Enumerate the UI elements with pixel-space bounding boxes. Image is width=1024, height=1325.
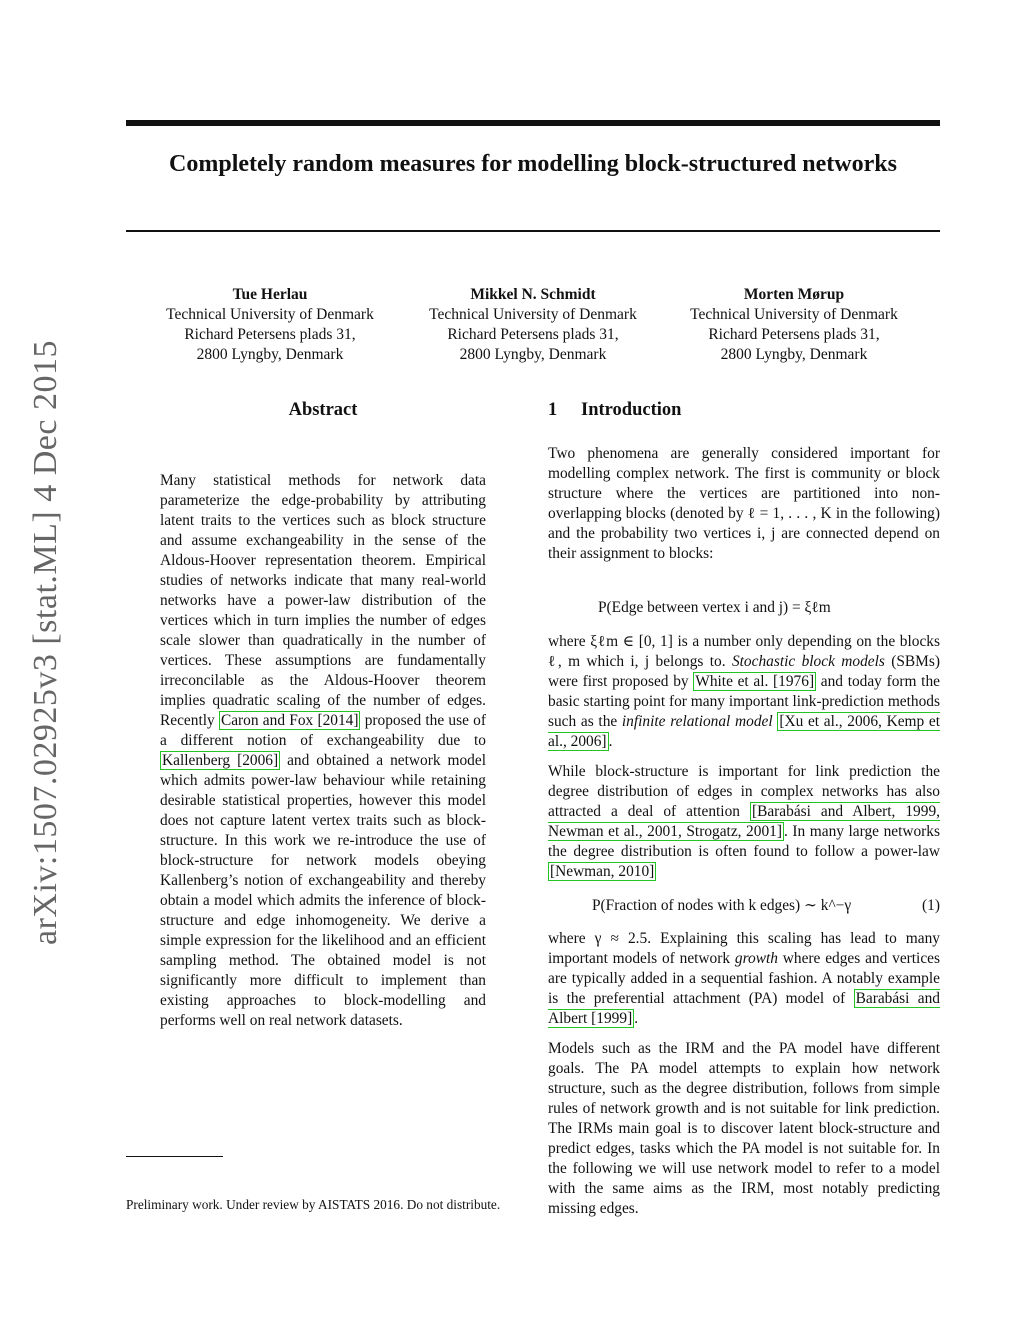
equation-power-law: P(Fraction of nodes with k edges) ∼ k^−γ [592,897,852,914]
author-city: 2800 Lyngby, Denmark [196,346,344,363]
abstract-text [160,471,486,1031]
citation-link[interactable]: Kallenberg [2006] [162,752,279,769]
citation-link[interactable]: White et al. [1976] [695,673,815,690]
citation-link[interactable]: [Xu et al., 2006, Kemp et al., 2006] [548,713,940,750]
citation-link[interactable]: Caron and Fox [2014] [220,712,359,729]
arxiv-identifier: arXiv:1507.02925v3 [stat.ML] 4 Dec 2015 [27,340,64,945]
text-run: where edges and vertices are typically added in a sequential fashion. A notably example is the preferential attachment (PA) model of [548,950,940,1007]
author-block-3 [659,285,929,365]
citation-link[interactable]: Barabási and Albert [1999] [548,990,940,1027]
intro-paragraph-1: Two phenomena are generally considered important for modelling complex network. The first is community or block structure where the vertices are partitioned into non-overlapping blocks (denoted by ℓ = 1, . . . , K in the following) and the probability two vertices i, j are connected depend on their assignment to blocks: [548,445,940,562]
paper-title: Completely random measures for modelling block-structured networks [169,151,897,177]
author-city: 2800 Lyngby, Denmark [459,346,607,363]
text-run: where γ ≈ 2.5. Explaining this scaling has lead to many important models of network [548,930,940,967]
abstract-heading: Abstract [288,400,358,420]
footnote-rule [126,1156,223,1157]
author-address: Richard Petersens plads 31, [708,326,880,343]
abstract-text-part: Many statistical methods for network data parameterize the edge-probability by attributing latent traits to the vertices such as block structure and assume exchangeability in the sense of the Aldous-Hoover representation theorem. Empirical studies of networks indicate that many real-world networks have a power-law distribution of the vertices which in turn implies the number of edges scale slower than quadratically in the number of vertices. These assumptions are fundamentally irreconcilable as the Aldous-Hoover theorem implies quadratic scaling of the number of edges. Recently [160,472,486,729]
title-top-rule [126,120,940,126]
abstract-text-part: and obtained a network model which admits power-law behaviour while retaining desirable statistical properties, however this model does not capture latent vertex traits such as block-structure. In this work we re-introduce the use of block-structure for network models obeying Kallenberg’s notion of exchangeability and thereby obtain a model which admits the inference of block-structure and edge inhomogeneity. We derive a simple expression for the likelihood and an efficient sampling method. The obtained model is not significantly more difficult to implement than existing approaches to block-modelling and performs well on real network datasets. [160,752,486,1029]
equation-edge-probability: P(Edge between vertex i and j) = ξℓm [598,599,831,616]
intro-paragraph-4 [548,929,940,1029]
author-affiliation: Technical University of Denmark [429,306,637,323]
author-affiliation: Technical University of Denmark [690,306,898,323]
abstract-text-part: proposed the use of a different notion of exchangeability due to [160,712,486,749]
emphasis: infinite relational model [621,713,773,730]
footnote: Preliminary work. Under review by AISTATS 2016. Do not distribute. [126,1197,501,1212]
author-affiliation: Technical University of Denmark [166,306,374,323]
author-block-2 [398,285,668,365]
text-run: . [608,733,613,750]
intro-paragraph-5: Models such as the IRM and the PA model have different goals. The PA model attempts to explain how network structure, such as the degree distribution, follows from simple rules of network growth and is not suitable for link prediction. The IRMs main goal is to discover latent block-structure and predict edges, tasks which the PA model is not suitable for. In the following we will use network model to refer to a model with the same aims as the IRM, most notably predicting missing edges. [548,1040,940,1217]
intro-paragraph-3 [548,762,940,882]
author-name: Mikkel N. Schmidt [470,286,596,303]
section-heading [548,400,681,421]
emphasis: growth [734,950,778,967]
citation-link[interactable]: [Newman, 2010] [550,863,655,880]
text-run: and today form the basic starting point for many important link-prediction methods such as the [548,673,940,730]
section-number: 1 [548,400,558,420]
author-block-1 [135,285,405,365]
text-run: where ξℓm ∈ [0, 1] is a number only depending on the blocks ℓ, m which i, j belongs to. [548,633,940,670]
text-run: (SBMs) were first proposed by [548,653,940,690]
author-address: Richard Petersens plads 31, [447,326,619,343]
emphasis: Stochastic block models [731,653,885,670]
author-name: Morten Mørup [743,286,845,303]
author-address: Richard Petersens plads 31, [184,326,356,343]
text-run: . In many large networks the degree distribution is often found to follow a power-law [548,823,940,860]
author-name: Tue Herlau [232,286,308,303]
text-run: While block-structure is important for link prediction the degree distribution of edges in complex networks has also attracted a deal of attention [548,763,940,820]
citation-link[interactable]: [Barabási and Albert, 1999, Newman et al., 2001, Strogatz, 2001] [548,803,940,840]
intro-paragraph-2 [548,632,940,752]
author-city: 2800 Lyngby, Denmark [720,346,868,363]
equation-number: (1) [922,897,940,914]
title-bottom-rule [126,230,940,232]
text-run: . [634,1010,639,1027]
section-title: Introduction [581,400,682,420]
